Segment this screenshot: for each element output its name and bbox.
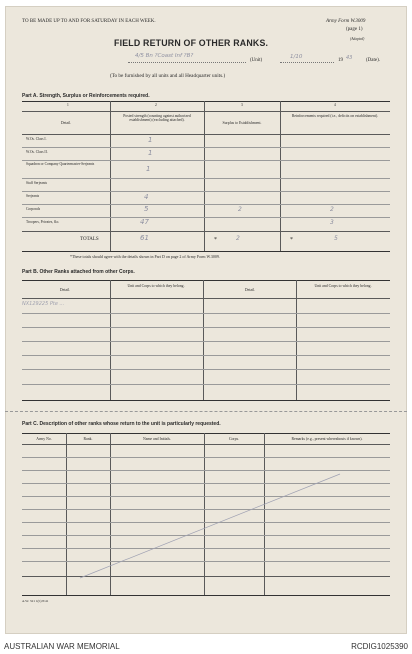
part-c-title: Part C. Description of other ranks whose return to the unit is particularly requested. (22, 421, 221, 427)
row-detail-wo2: W.Os. Class II. (26, 150, 48, 154)
part-a-title: Part A. Strength, Surplus or Reinforcements required. (22, 93, 150, 99)
row-detail-pte: Troopers, Privates, &c. (26, 220, 60, 224)
year-handwritten: 43 (346, 55, 353, 61)
col-number-3: 3 (241, 103, 243, 107)
date-handwritten: 1/10 (290, 54, 303, 60)
row-posted-sgt: 4 (144, 193, 149, 201)
part-c-header-rank: Rank. (83, 437, 93, 441)
row-posted-cqms: 1 (146, 165, 151, 173)
row-detail-sgt: Serjeants (26, 194, 40, 198)
total-reinf: 5 (334, 235, 338, 242)
row-detail-cpl: Corporals (26, 207, 41, 211)
part-b-header-detail-1: Detail. (59, 288, 71, 292)
row-surplus-cpl: 2 (238, 206, 242, 213)
form-title: FIELD RETURN OF OTHER RANKS. (114, 38, 269, 48)
row-reinf-cpl: 2 (330, 206, 334, 213)
row-detail-cqms: Squadron or Company Quartermaster-Serjeants (26, 162, 95, 166)
header-note: TO BE MADE UP TO AND FOR SATURDAY IN EACH WEEK. (22, 19, 156, 24)
row-posted-wo2: 1 (148, 149, 153, 157)
part-c-header-remarks: Remarks (e.g., present whereabouts if known). (291, 437, 363, 441)
row-posted-cpl: 5 (144, 205, 149, 213)
archive-footer (0, 637, 412, 654)
part-a-header-reinforcements: Reinforcements required (i.e., deficits on establishment). (291, 114, 379, 118)
col-number-4: 4 (334, 103, 336, 107)
print-code: A.W. 321 1(b) 8/41 (22, 599, 49, 603)
total-surplus-star: * (214, 237, 217, 243)
archive-id: RCDIG1025390 (351, 642, 408, 651)
row-posted-wo1: 1 (148, 136, 153, 144)
part-a-header-posted: Posted strength (counting against authorized establishment) (excluding attached). (123, 114, 191, 122)
row-reinf-pte: 3 (330, 219, 334, 226)
adapted-label: (Adapted) (350, 37, 365, 41)
part-c-header-corps: Corps. (228, 437, 240, 441)
col-number-1: 1 (67, 103, 69, 107)
part-c-header-name: Name and Initials. (143, 437, 171, 441)
row-detail-staff-sgt: Staff Serjeants (26, 181, 47, 185)
unit-label: (Unit) (250, 58, 263, 63)
total-posted: 61 (140, 234, 149, 242)
part-a-footnote: *These totals should agree with the details shown in Part D on page 2 of Army Form W.3009. (70, 254, 220, 259)
part-a-header-detail: Detail. (60, 121, 72, 125)
part-a-header-surplus: Surplus to Establishment. (222, 121, 262, 125)
totals-label: TOTALS (80, 237, 99, 242)
page-number: (page 1) (346, 27, 363, 32)
part-b-title: Part B. Other Ranks attached from other Corps. (22, 269, 135, 275)
part-b-header-unit-1: Unit and Corps to which they belong. (127, 284, 185, 288)
army-form-number: Army Form W.3009 (326, 19, 366, 24)
unit-handwritten: 4/5 Bn ?Coast Inf ?B? (135, 53, 194, 59)
furnished-note: (To be furnished by all units and all Headquarter units.) (110, 73, 226, 79)
row-posted-pte: 47 (140, 218, 149, 226)
archive-name: AUSTRALIAN WAR MEMORIAL (4, 642, 120, 651)
part-b-header-unit-2: Unit and Corps to which they belong. (314, 284, 372, 288)
part-b-header-detail-2: Detail. (244, 288, 256, 292)
total-reinf-star: * (290, 237, 293, 243)
part-b-handwritten: NX129225 Pte ... (22, 301, 65, 307)
total-surplus: 2 (236, 235, 240, 242)
date-label: (Date). (366, 58, 381, 63)
col-number-2: 2 (155, 103, 157, 107)
year-prefix: 19 (338, 58, 343, 63)
part-c-header-army-no: Army No. (36, 437, 52, 441)
row-detail-wo1: W.Os. Class I. (26, 137, 47, 141)
